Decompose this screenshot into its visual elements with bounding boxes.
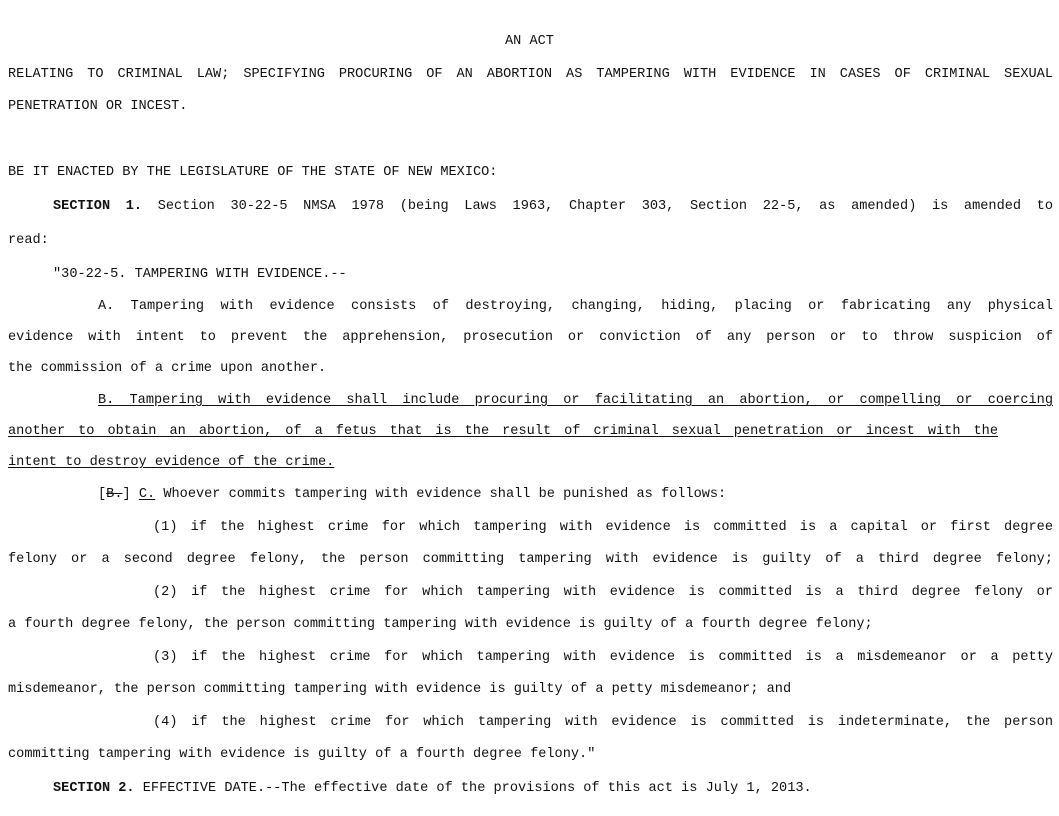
act-title: AN ACT: [505, 34, 554, 49]
section-1-line-1: [53, 198, 1053, 216]
struck-label-b: B.: [106, 487, 123, 502]
section-1-text: Section 30-22-5 NMSA 1978 (being Laws 1963, Chapter 303, Section 22-5, as amended) is amended to: [157, 199, 1053, 214]
bracket-open: [: [98, 487, 107, 502]
section-2-heading: SECTION 2.: [53, 781, 135, 796]
subsection-b-new-line-2: another to obtain an abortion, of a fetus that is the result of criminal sexual penetration or incest with the: [8, 424, 998, 439]
subsection-b-new-line-3: intent to destroy evidence of the crime.: [8, 455, 335, 470]
bracket-close: ]: [122, 487, 131, 502]
item-3-line-1: (3) if the highest crime for which tampering with evidence is committed is a misdemeanor or a petty: [153, 650, 1053, 665]
subsection-c-text: Whoever commits tampering with evidence shall be punished as follows:: [163, 487, 727, 502]
item-3-line-2: misdemeanor, the person committing tampering with evidence is guilty of a petty misdemeanor; and: [8, 682, 792, 697]
item-1-line-2: felony or a second degree felony, the person committing tampering with evidence is guilty of a third degree felony;: [8, 552, 1053, 567]
relating-clause-line-2: PENETRATION OR INCEST.: [8, 99, 188, 114]
section-2-line: [53, 780, 1053, 798]
section-1-heading: SECTION 1.: [53, 199, 143, 214]
subsection-a-line-2: evidence with intent to prevent the apprehension, prosecution or conviction of any person or to throw suspicion of: [8, 330, 1053, 345]
item-2-line-2: a fourth degree felony, the person committing tampering with evidence is guilty of a fourth degree felony;: [8, 617, 873, 632]
subsection-a-line-3: the commission of a crime upon another.: [8, 361, 327, 376]
subsection-a-line-1: A. Tampering with evidence consists of destroying, changing, hiding, placing or fabricating any physical: [98, 299, 1053, 314]
relating-clause-line-1: RELATING TO CRIMINAL LAW; SPECIFYING PROCURING OF AN ABORTION AS TAMPERING WITH EVIDENCE IN CASES OF CRIMINAL SEXUAL: [8, 67, 1053, 82]
enacting-clause: BE IT ENACTED BY THE LEGISLATURE OF THE STATE OF NEW MEXICO:: [8, 165, 498, 180]
subsection-c-line: [98, 486, 1053, 504]
item-4-line-2: committing tampering with evidence is guilty of a fourth degree felony.": [8, 747, 596, 762]
item-1-line-1: (1) if the highest crime for which tampering with evidence is committed is a capital or first degree: [153, 520, 1053, 535]
section-1-line-2: read:: [8, 233, 49, 248]
subsection-b-new-line-1: B. Tampering with evidence shall include procuring or facilitating an abortion, or compelling or coercing: [98, 393, 1053, 408]
section-title: "30-22-5. TAMPERING WITH EVIDENCE.--: [53, 267, 347, 282]
section-2-text: EFFECTIVE DATE.--The effective date of the provisions of this act is July 1, 2013.: [142, 781, 812, 796]
item-4-line-1: (4) if the highest crime for which tampering with evidence is committed is indeterminate, the person: [153, 715, 1053, 730]
new-label-c: C.: [138, 487, 156, 502]
item-2-line-1: (2) if the highest crime for which tampering with evidence is committed is a third degree felony or: [153, 585, 1053, 600]
